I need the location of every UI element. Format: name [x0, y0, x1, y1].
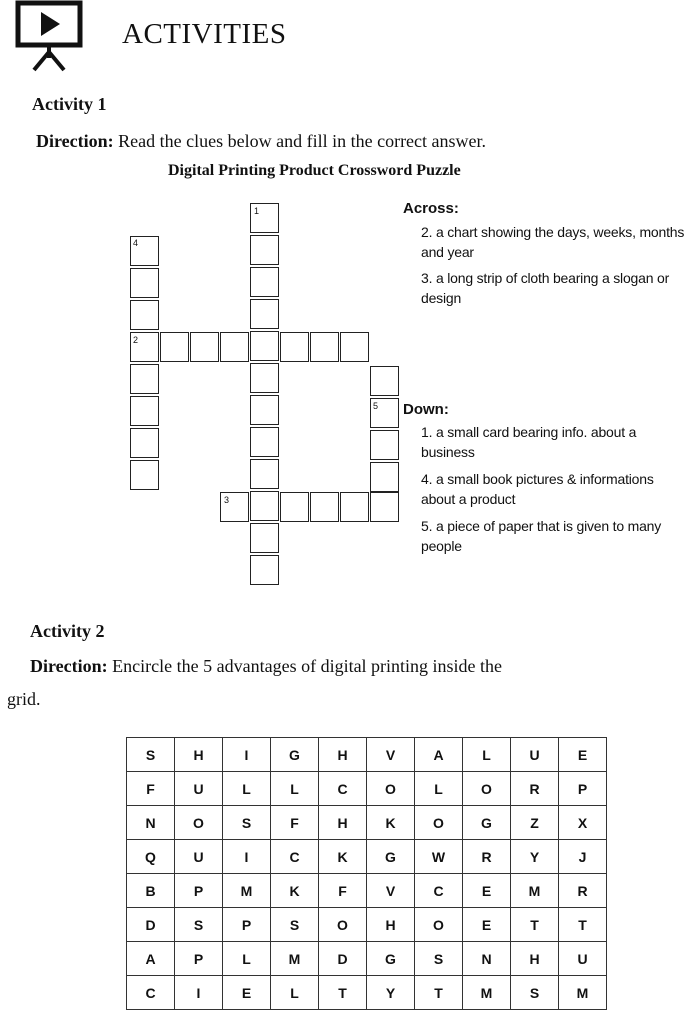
- grid-letter-cell[interactable]: M: [463, 976, 511, 1010]
- grid-letter-cell[interactable]: O: [463, 772, 511, 806]
- clue-across-2: 2. a chart showing the days, weeks, months and year: [421, 224, 685, 260]
- grid-letter-cell[interactable]: M: [511, 874, 559, 908]
- grid-letter-cell[interactable]: H: [367, 908, 415, 942]
- grid-letter-cell[interactable]: C: [127, 976, 175, 1010]
- activity1-direction: [36, 131, 486, 152]
- grid-letter-cell[interactable]: S: [415, 942, 463, 976]
- grid-letter-cell[interactable]: Q: [127, 840, 175, 874]
- grid-letter-cell[interactable]: L: [223, 772, 271, 806]
- grid-letter-cell[interactable]: L: [271, 772, 319, 806]
- grid-letter-cell[interactable]: M: [559, 976, 607, 1010]
- grid-letter-cell[interactable]: I: [175, 976, 223, 1010]
- crossword-cell[interactable]: [340, 332, 369, 362]
- grid-letter-cell[interactable]: U: [511, 738, 559, 772]
- grid-letter-cell[interactable]: M: [271, 942, 319, 976]
- crossword-cell[interactable]: [370, 366, 399, 396]
- grid-letter-cell[interactable]: Z: [511, 806, 559, 840]
- grid-letter-cell[interactable]: A: [127, 942, 175, 976]
- grid-row: [127, 840, 607, 874]
- grid-letter-cell[interactable]: Y: [511, 840, 559, 874]
- crossword-cell[interactable]: [280, 492, 309, 522]
- clue-down-5: 5. a piece of paper that is given to many people: [421, 518, 662, 554]
- page-title: ACTIVITIES: [122, 18, 287, 50]
- grid-letter-cell[interactable]: T: [511, 908, 559, 942]
- grid-letter-cell[interactable]: U: [175, 840, 223, 874]
- grid-letter-cell[interactable]: O: [415, 806, 463, 840]
- crossword-cell[interactable]: [250, 491, 279, 521]
- grid-letter-cell[interactable]: K: [271, 874, 319, 908]
- crossword-cell[interactable]: [130, 396, 159, 426]
- cell-number-4: 4: [133, 238, 139, 248]
- presentation-board-icon: [14, 0, 84, 72]
- grid-letter-cell[interactable]: S: [271, 908, 319, 942]
- grid-letter-cell[interactable]: K: [319, 840, 367, 874]
- crossword-cell[interactable]: [130, 460, 159, 490]
- grid-letter-cell[interactable]: G: [271, 738, 319, 772]
- grid-letter-cell[interactable]: K: [367, 806, 415, 840]
- grid-row: [127, 806, 607, 840]
- crossword-cell[interactable]: [250, 427, 279, 457]
- crossword-cell[interactable]: [370, 462, 399, 492]
- direction-text: Read the clues below and fill in the correct answer.: [113, 131, 487, 151]
- crossword-cell[interactable]: [250, 523, 279, 553]
- crossword-cell[interactable]: [160, 332, 189, 362]
- crossword-cell[interactable]: [250, 235, 279, 265]
- grid-letter-cell[interactable]: T: [559, 908, 607, 942]
- crossword-cell[interactable]: [250, 267, 279, 297]
- grid-letter-cell[interactable]: L: [271, 976, 319, 1010]
- grid-row: [127, 942, 607, 976]
- grid-letter-cell[interactable]: B: [127, 874, 175, 908]
- crossword-cell[interactable]: [250, 331, 279, 361]
- grid-letter-cell[interactable]: V: [367, 738, 415, 772]
- grid-letter-cell[interactable]: H: [511, 942, 559, 976]
- grid-letter-cell[interactable]: I: [223, 840, 271, 874]
- activity2-heading: Activity 2: [30, 621, 105, 641]
- crossword-cell[interactable]: [130, 364, 159, 394]
- grid-letter-cell[interactable]: E: [463, 908, 511, 942]
- grid-letter-cell[interactable]: T: [319, 976, 367, 1010]
- grid-row: [127, 772, 607, 806]
- grid-row: [127, 908, 607, 942]
- grid-letter-cell[interactable]: Y: [367, 976, 415, 1010]
- grid-row: [127, 738, 607, 772]
- grid-letter-cell[interactable]: A: [415, 738, 463, 772]
- cell-number-3: 3: [224, 495, 230, 505]
- grid-letter-cell[interactable]: H: [319, 738, 367, 772]
- grid-letter-cell[interactable]: G: [463, 806, 511, 840]
- grid-letter-cell[interactable]: D: [319, 942, 367, 976]
- grid-letter-cell[interactable]: P: [223, 908, 271, 942]
- grid-letter-cell[interactable]: C: [415, 874, 463, 908]
- crossword-cell[interactable]: [310, 492, 339, 522]
- grid-letter-cell[interactable]: O: [415, 908, 463, 942]
- grid-letter-cell[interactable]: U: [559, 942, 607, 976]
- grid-letter-cell[interactable]: H: [319, 806, 367, 840]
- activity2-direction-wrap: grid.: [7, 689, 41, 709]
- grid-letter-cell[interactable]: O: [319, 908, 367, 942]
- puzzle-title: Digital Printing Product Crossword Puzzle: [168, 162, 461, 179]
- crossword-cell[interactable]: [370, 430, 399, 460]
- grid-letter-cell[interactable]: E: [559, 738, 607, 772]
- word-search-grid: [126, 737, 607, 1010]
- grid-letter-cell[interactable]: U: [175, 772, 223, 806]
- clue-down-4: 4. a small book pictures & informations about a product: [421, 471, 654, 507]
- cell-number-1: 1: [254, 206, 260, 216]
- grid-letter-cell[interactable]: N: [463, 942, 511, 976]
- grid-letter-cell[interactable]: G: [367, 942, 415, 976]
- grid-letter-cell[interactable]: F: [127, 772, 175, 806]
- grid-letter-cell[interactable]: R: [463, 840, 511, 874]
- grid-letter-cell[interactable]: L: [415, 772, 463, 806]
- crossword-cell[interactable]: [220, 332, 249, 362]
- grid-letter-cell[interactable]: C: [271, 840, 319, 874]
- activity2-direction: [30, 656, 502, 677]
- grid-letter-cell[interactable]: F: [271, 806, 319, 840]
- grid-letter-cell[interactable]: T: [415, 976, 463, 1010]
- grid-letter-cell[interactable]: P: [559, 772, 607, 806]
- direction-text: Encircle the 5 advantages of digital printing inside the: [107, 656, 503, 676]
- crossword-cell[interactable]: [130, 300, 159, 330]
- grid-letter-cell[interactable]: S: [175, 908, 223, 942]
- grid-letter-cell[interactable]: E: [463, 874, 511, 908]
- crossword-cell[interactable]: [280, 332, 309, 362]
- clue-down-1: 1. a small card bearing info. about a business: [421, 424, 637, 460]
- grid-row: [127, 874, 607, 908]
- crossword-cell[interactable]: [190, 332, 219, 362]
- grid-letter-cell[interactable]: X: [559, 806, 607, 840]
- grid-letter-cell[interactable]: R: [511, 772, 559, 806]
- grid-letter-cell[interactable]: I: [223, 738, 271, 772]
- crossword-cell[interactable]: [250, 395, 279, 425]
- across-heading: Across:: [403, 200, 459, 217]
- cell-number-5: 5: [373, 401, 379, 411]
- direction-label: Direction:: [36, 131, 114, 151]
- crossword-cell[interactable]: [250, 299, 279, 329]
- grid-letter-cell[interactable]: F: [319, 874, 367, 908]
- clue-across-3: 3. a long strip of cloth bearing a slogan or design: [421, 270, 670, 306]
- grid-letter-cell[interactable]: L: [463, 738, 511, 772]
- grid-letter-cell[interactable]: D: [127, 908, 175, 942]
- crossword-cell[interactable]: [130, 428, 159, 458]
- grid-letter-cell[interactable]: E: [223, 976, 271, 1010]
- grid-letter-cell[interactable]: S: [223, 806, 271, 840]
- crossword-cell[interactable]: [250, 459, 279, 489]
- grid-letter-cell[interactable]: M: [223, 874, 271, 908]
- grid-letter-cell[interactable]: P: [175, 942, 223, 976]
- grid-letter-cell[interactable]: O: [175, 806, 223, 840]
- crossword-cell[interactable]: [340, 492, 369, 522]
- grid-letter-cell[interactable]: O: [367, 772, 415, 806]
- grid-letter-cell[interactable]: V: [367, 874, 415, 908]
- grid-row: [127, 976, 607, 1010]
- grid-letter-cell[interactable]: N: [127, 806, 175, 840]
- grid-letter-cell[interactable]: G: [367, 840, 415, 874]
- crossword-cell[interactable]: [310, 332, 339, 362]
- grid-letter-cell[interactable]: J: [559, 840, 607, 874]
- grid-letter-cell[interactable]: W: [415, 840, 463, 874]
- grid-letter-cell[interactable]: C: [319, 772, 367, 806]
- direction-label: Direction:: [30, 656, 108, 676]
- grid-letter-cell[interactable]: P: [175, 874, 223, 908]
- grid-letter-cell[interactable]: S: [511, 976, 559, 1010]
- activity1-heading: Activity 1: [32, 94, 107, 114]
- crossword-cell[interactable]: [250, 555, 279, 585]
- grid-letter-cell[interactable]: L: [223, 942, 271, 976]
- grid-letter-cell[interactable]: R: [559, 874, 607, 908]
- crossword-cell[interactable]: [250, 363, 279, 393]
- grid-letter-cell[interactable]: H: [175, 738, 223, 772]
- crossword-cell[interactable]: [130, 268, 159, 298]
- cell-number-2: 2: [133, 335, 139, 345]
- down-heading: Down:: [403, 401, 449, 418]
- grid-letter-cell[interactable]: S: [127, 738, 175, 772]
- crossword-cell[interactable]: [370, 492, 399, 522]
